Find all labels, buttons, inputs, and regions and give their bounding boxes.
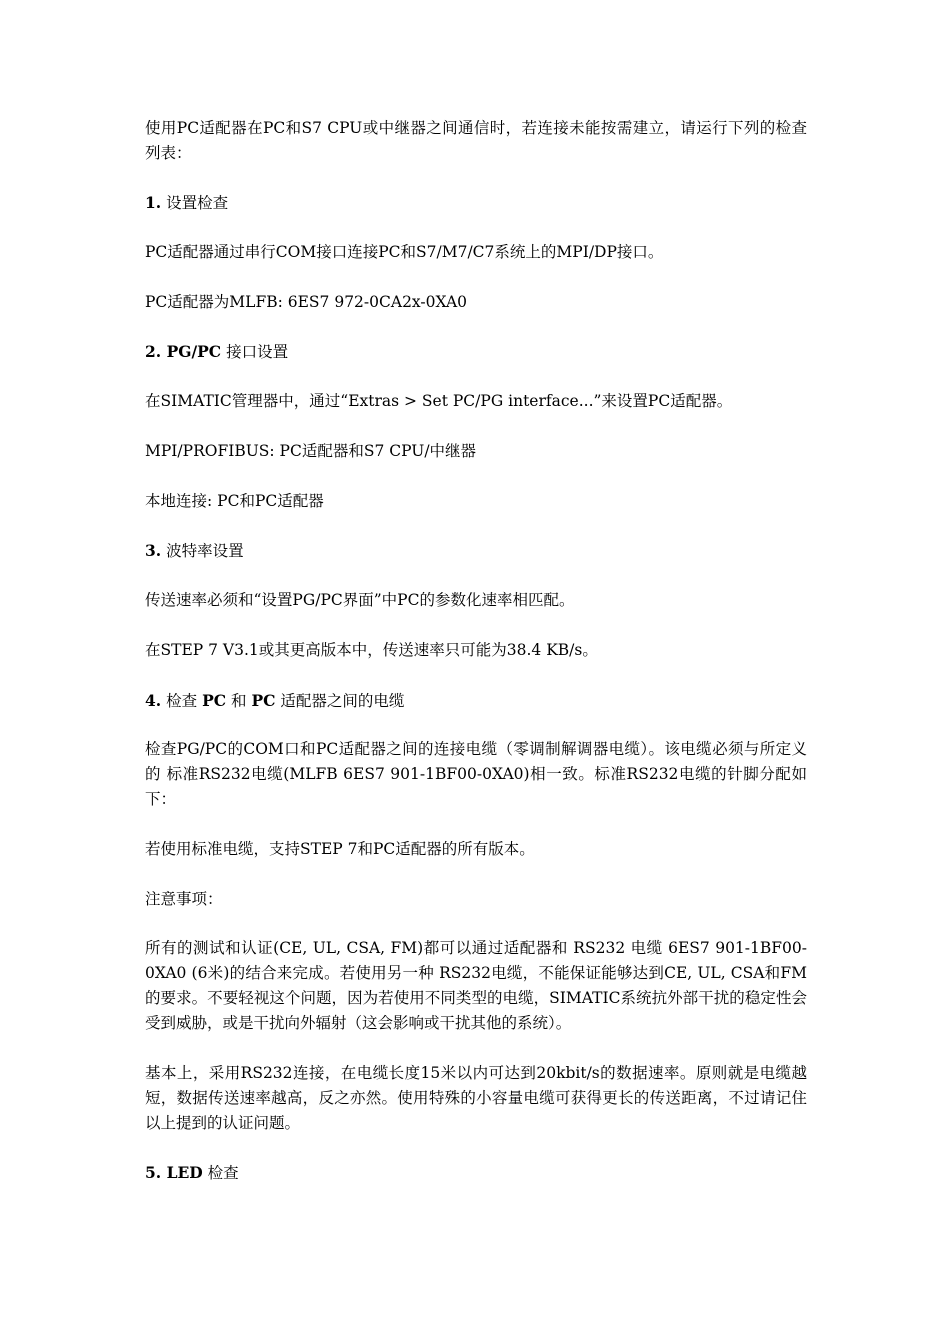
section-4-heading [145, 688, 807, 714]
section-2-paragraph-1: 在SIMATIC管理器中，通过“Extras > Set PC/PG interface...”来设置PC适配器。 [145, 392, 733, 410]
section-1-title: 设置检查 [166, 194, 229, 212]
section-3-paragraph-2: 在STEP 7 V3.1或其更高版本中，传送速率只可能为38.4 KB/s。 [145, 641, 598, 659]
section-4-title-c: 和 [231, 692, 247, 710]
section-2-title: 接口设置 [226, 343, 289, 361]
section-4-title-d: PC [251, 691, 276, 710]
section-4-paragraph-4: 所有的测试和认证(CE, UL, CSA, FM)都可以通过适配器和 RS232 电缆 6ES7 901-1BF00-0XA0 (6米)的结合来完成。若使用另一种 RS232电缆，不能保证能够达到CE, UL, CSA和FM的要求。不要轻视这个问题，因为若使用不同类型的电缆，SIMATIC系统抗外部干扰的稳定性会受到威胁，或是干扰向外辐射（这会影响或干扰其他的系统）。 [145, 939, 807, 1032]
section-3-heading [145, 538, 807, 564]
section-4-title-a: 检查 [166, 692, 198, 710]
section-2-paragraph-3: 本地连接: PC和PC适配器 [145, 492, 324, 510]
section-2-paragraph-2: MPI/PROFIBUS: PC适配器和S7 CPU/中继器 [145, 442, 477, 460]
section-1-paragraph-1: PC适配器通过串行COM接口连接PC和S7/M7/C7系统上的MPI/DP接口。 [145, 243, 664, 261]
section-3-title: 波特率设置 [166, 542, 244, 560]
section-1-number: 1. [145, 193, 162, 212]
section-4-paragraph-5: 基本上，采用RS232连接，在电缆长度15米以内可达到20kbit/s的数据速率。原则就是电缆越短，数据传送速率越高，反之亦然。使用特殊的小容量电缆可获得更长的传送距离，不过请记住以上提到的认证问题。 [145, 1064, 807, 1132]
section-4-number: 4. [145, 691, 162, 710]
intro-paragraph: 使用PC适配器在PC和S7 CPU或中继器之间通信时，若连接未能按需建立，请运行下列的检查列表： [145, 119, 807, 162]
section-3-number: 3. [145, 541, 162, 560]
section-4-paragraph-1: 检查PG/PC的COM口和PC适配器之间的连接电缆（零调制解调器电缆）。该电缆必须与所定义的 标准RS232电缆(MLFB 6ES7 901-1BF00-0XA0)相一致。标准RS232电缆的针脚分配如下： [145, 740, 807, 808]
section-4-title-b: PC [202, 691, 227, 710]
section-4-title-e: 适配器之间的电缆 [280, 692, 405, 710]
section-1-heading [145, 190, 807, 216]
section-2-heading [145, 339, 807, 365]
section-3-paragraph-1: 传送速率必须和“设置PG/PC界面”中PC的参数化速率相匹配。 [145, 591, 575, 609]
section-5-number: 5. LED [145, 1163, 203, 1182]
section-4-paragraph-3: 注意事项： [145, 890, 223, 908]
section-5-title: 检查 [207, 1164, 239, 1182]
section-5-heading [145, 1160, 807, 1186]
section-2-number: 2. PG/PC [145, 342, 222, 361]
section-4-paragraph-2: 若使用标准电缆，支持STEP 7和PC适配器的所有版本。 [145, 840, 535, 858]
section-1-paragraph-2: PC适配器为MLFB: 6ES7 972-0CA2x-0XA0 [145, 293, 468, 311]
